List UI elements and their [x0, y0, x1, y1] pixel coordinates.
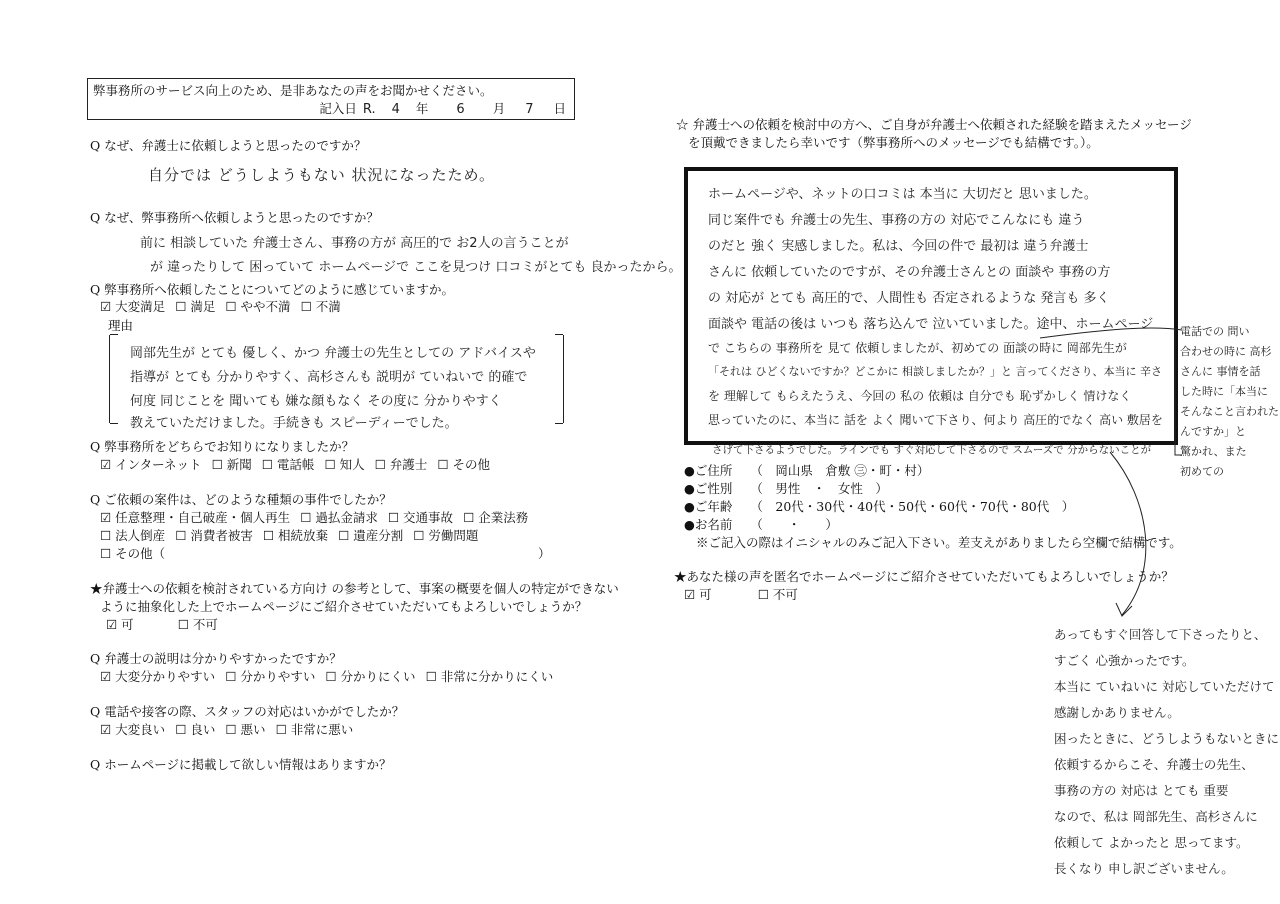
bottom-note-line: 困ったときに、どうしようもないときに	[1054, 731, 1280, 746]
q6-option-no[interactable]: ☐ 不可	[177, 617, 218, 632]
message-line: 面談や 電話の後は いつも 落ち込んで 泣いていました。途中、ホームページ	[708, 317, 1154, 332]
q4-option-other[interactable]: ☐ その他	[437, 457, 490, 472]
q6-question-line-1: ★弁護士への依頼を検討されている方向け の参考として、事案の概要を個人の特定ができない	[90, 581, 619, 596]
q8-option-good[interactable]: ☐ 良い	[175, 722, 216, 737]
q5-option-corporate[interactable]: ☐ 企業法務	[463, 510, 529, 525]
q8-question: Q 電話や接客の際、スタッフの対応はいかがでしたか？	[90, 704, 405, 719]
publish-option-yes[interactable]: ☑ 可	[684, 587, 712, 602]
q3-option-slightly-dissatisfied[interactable]: ☐ やや不満	[225, 299, 291, 314]
q5-option-other[interactable]: ☐ その他（	[100, 546, 166, 561]
message-line: 同じ案件でも 弁護士の先生、事務の方の 対応でこんなにも 違う	[708, 213, 1085, 228]
q5-option-estate-division[interactable]: ☐ 遺産分割	[338, 528, 404, 543]
q4-option-lawyer[interactable]: ☐ 弁護士	[374, 457, 428, 472]
gender-row	[684, 479, 888, 497]
date-day: 7	[525, 102, 534, 117]
side-note-line: さんに 事情を話	[1180, 365, 1261, 378]
message-line: 思っていたのに、本当に 話を よく 聞いて下さり、何より 高圧的でなく 高い 敷居を	[708, 413, 1163, 427]
date-month: 6	[456, 102, 465, 117]
reason-line-4: 教えていただけました。手続きも スピーディーでした。	[130, 416, 458, 431]
message-line: 「それは ひどくないですか？どこかに 相談しましたか？」と 言ってくださり、本当に 辛さ	[708, 365, 1162, 378]
bottom-note	[1054, 622, 1279, 882]
date-era: R.	[362, 102, 376, 117]
q5-option-debt[interactable]: ☑ 任意整理・自己破産・個人再生	[100, 510, 291, 525]
date-year: 4	[391, 102, 400, 117]
message-line: ホームページや、ネットの口コミは 本当に 大切だと 思いました。	[708, 187, 1097, 202]
header-notice: 弊事務所のサービス向上のため、是非あなたの声をお聞かせください。	[93, 83, 493, 98]
q8-option-very-good[interactable]: ☑ 大変良い	[100, 722, 166, 737]
side-note-line: 電話での 問い	[1180, 325, 1250, 338]
gender-label: ●ご性別	[684, 481, 733, 496]
message-line: の 対応が とても 高圧的で、人間性も 否定されるような 発言も 多く	[708, 291, 1110, 306]
bottom-note-line: 事務の方の 対応は とても 重要	[1054, 783, 1229, 798]
q2-answer-line-1: 前に 相談していた 弁護士さん、事務の方が 高圧的で お2人の言うことが	[140, 236, 569, 251]
q3-option-satisfied[interactable]: ☐ 満足	[175, 299, 216, 314]
message-line: のだと 強く 実感しました。私は、今回の件で 最初は 違う弁護士	[708, 239, 1089, 254]
publish-question: ★あなた様の声を匿名でホームページにご紹介させていただいてもよろしいでしょうか？	[674, 569, 1174, 584]
q5-option-labor[interactable]: ☐ 労働問題	[413, 528, 479, 543]
q9-question: Q ホームページに掲載して欲しい情報はありますか？	[90, 757, 392, 772]
q7-question: Q 弁護士の説明は分かりやすかったですか？	[90, 651, 342, 666]
age-value[interactable]: （ 20代・30代・40代・50代・60代・70代・80代 ）	[750, 499, 1075, 514]
q8-option-very-bad[interactable]: ☐ 非常に悪い	[275, 722, 354, 737]
q2-answer-line-2: が 違ったりして 困っていて ホームページで ここを見つけ 口コミがとても 良かったから。	[150, 260, 682, 275]
q5-option-overpayment[interactable]: ☐ 過払金請求	[300, 510, 378, 525]
q6-question-line-2: ように抽象化した上でホームページにご紹介させていただいてもよろしいでしょうか？	[100, 599, 588, 614]
day-label: 日	[553, 101, 566, 116]
name-label: ●お名前	[684, 517, 733, 532]
bottom-note-line: なので、私は 岡部先生、高杉さんに	[1054, 809, 1258, 824]
reason-line-3: 何度 同じことを 聞いても 嫌な顔もなく その度に 分かりやすく	[130, 394, 502, 409]
q7-option-very-unclear[interactable]: ☐ 非常に分かりにくい	[425, 669, 554, 684]
reason-line-2: 指導が とても 分かりやすく、高杉さんも 説明が ていねいで 的確で	[130, 370, 528, 385]
q1-question: Q なぜ、弁護士に依頼しようと思ったのですか？	[90, 138, 367, 153]
reason-label: 理由	[108, 318, 134, 333]
q4-question: Q 弊事務所をどちらでお知りになりましたか？	[90, 439, 355, 454]
side-note-line: 驚かれ、また	[1180, 445, 1247, 458]
q3-option-very-satisfied[interactable]: ☑ 大変満足	[100, 299, 166, 314]
q4-option-newspaper[interactable]: ☐ 新聞	[211, 457, 252, 472]
month-label: 月	[492, 101, 506, 116]
q6-option-yes[interactable]: ☑ 可	[106, 617, 134, 632]
bottom-note-line: 長くなり 申し訳ございません。	[1054, 861, 1234, 876]
q2-question: Q なぜ、弊事務所へ依頼しようと思ったのですか？	[90, 210, 379, 225]
side-note-line: そんなこと言われた	[1180, 405, 1279, 418]
name-value[interactable]: （ ・ ）	[750, 517, 838, 532]
message-intro-line-1: ☆ 弁護士への依頼を検討中の方へ、ご自身が弁護士へ依頼された経験を踏まえたメッセージ	[676, 117, 1192, 132]
reason-line-1: 岡部先生が とても 優しく、かつ 弁護士の先生としての アドバイスや	[130, 346, 536, 361]
date-label: 記入日	[319, 101, 357, 116]
publish-options	[684, 585, 798, 603]
q5-question: Q ご依頼の案件は、どのような種類の事件でしたか？	[90, 492, 392, 507]
bottom-note-line: あってもすぐ回答して下さったりと、	[1054, 627, 1267, 642]
message-overflow-line: さげて下さるようでした。ラインでも すぐ対応して下さるので スムーズで 分からないことが	[712, 444, 1152, 456]
year-label: 年	[415, 101, 429, 116]
bottom-note-line: 本当に ていねいに 対応していただけて	[1054, 679, 1275, 694]
q5-option-traffic[interactable]: ☐ 交通事故	[387, 510, 454, 525]
q3-option-dissatisfied[interactable]: ☐ 不満	[300, 299, 341, 314]
q7-option-clear[interactable]: ☐ 分かりやすい	[225, 669, 316, 684]
address-value[interactable]: （ 岡山県 倉敷 ㊂・町・村）	[750, 463, 930, 478]
bottom-note-line: 感謝しかありません。	[1054, 705, 1180, 720]
side-note-connector	[1040, 328, 1182, 338]
message-intro-line-2: を頂戴できましたら幸いです（弊事務所へのメッセージでも結構です。）。	[688, 135, 1099, 150]
q1-answer: 自分では どうしようもない 状況になったため。	[148, 166, 495, 184]
q8-option-bad[interactable]: ☐ 悪い	[225, 722, 266, 737]
bottom-note-line: 依頼して よかったと 思ってます。	[1054, 835, 1249, 850]
bottom-note-line: 依頼するからこそ、弁護士の先生、	[1054, 757, 1254, 772]
age-row	[684, 497, 1074, 515]
q5-option-corporate-bankruptcy[interactable]: ☐ 法人倒産	[100, 528, 166, 543]
q5-option-consumer[interactable]: ☐ 消費者被害	[175, 528, 253, 543]
q7-option-very-clear[interactable]: ☑ 大変分かりやすい	[100, 669, 216, 684]
message-line: さんに 依頼していたのですが、その弁護士さんとの 面談や 事務の方	[708, 265, 1111, 280]
side-note-line: 初めての	[1180, 465, 1224, 478]
side-note-line: した時に「本当に	[1180, 385, 1268, 398]
bottom-note-line: すごく 心強かったです。	[1054, 653, 1195, 668]
age-label: ●ご年齢	[684, 499, 733, 514]
initials-note: ※ご記入の際はイニシャルのみご記入下さい。差支えがありましたら空欄で結構です。	[696, 535, 1182, 550]
q4-option-internet[interactable]: ☑ インターネット	[100, 457, 202, 472]
gender-value[interactable]: （ 男性 ・ 女性 ）	[750, 481, 888, 496]
q3-question: Q 弊事務所へ依頼したことについてどのように感じていますか。	[90, 282, 454, 297]
address-row	[684, 461, 929, 479]
side-note-line: 合わせの時に 高杉	[1180, 345, 1272, 358]
q5-option-inheritance-renunciation[interactable]: ☐ 相続放棄	[262, 528, 329, 543]
side-note-bracket	[1175, 330, 1182, 455]
side-note-line: んですか」と	[1180, 425, 1246, 438]
q7-option-unclear[interactable]: ☐ 分かりにくい	[325, 669, 416, 684]
name-row	[684, 515, 838, 533]
address-label: ●ご住所	[684, 463, 733, 478]
message-line: で こちらの 事務所を 見て 依頼しましたが、初めての 面談の時に 岡部先生が	[708, 341, 1127, 355]
q4-option-phonebook[interactable]: ☐ 電話帳	[261, 457, 315, 472]
q5-other-close: ）	[538, 546, 551, 561]
message-line: を 理解して もらえたうえ、今回の 私の 依頼は 自分でも 恥ずかしく 情けなく	[708, 389, 1132, 403]
q4-option-acquaintance[interactable]: ☐ 知人	[324, 457, 365, 472]
publish-option-no[interactable]: ☐ 不可	[757, 587, 798, 602]
